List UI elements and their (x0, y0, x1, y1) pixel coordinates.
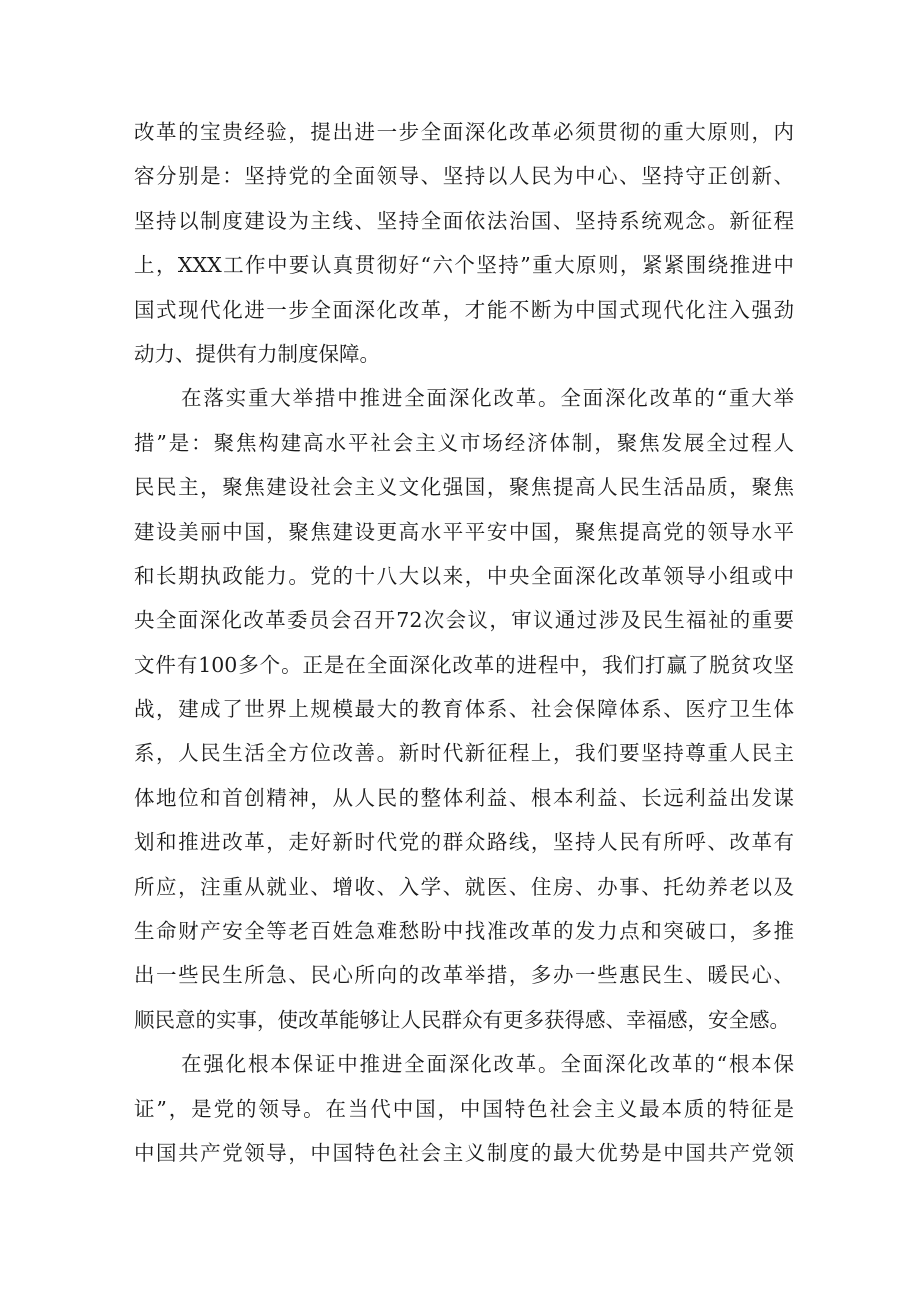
text-line: 动力、提供有力制度保障。 (134, 341, 380, 366)
text-line: 划和推进改革，走好新时代党的群众路线，坚持人民有所呼、改革有 (134, 830, 794, 855)
text-line: 所应，注重从就业、增收、入学、就医、住房、办事、托幼养老以及 (134, 874, 794, 899)
text-line: 坚持以制度建设为主线、坚持全面依法治国、坚持系统观念。新征程 (134, 208, 794, 233)
text-line: 体地位和首创精神，从人民的整体利益、根本利益、长远利益出发谋 (134, 785, 794, 810)
text-line: 措”是：聚焦构建高水平社会主义市场经济体制，聚焦发展全过程人 (134, 430, 794, 455)
paragraph-3 (134, 1042, 794, 1175)
text-line: 在落实重大举措中推进全面深化改革。全面深化改革的“重大举 (181, 386, 794, 411)
text-line: 在强化根本保证中推进全面深化改革。全面深化改革的“根本保 (181, 1052, 794, 1077)
text-line: 上，XXX工作中要认真贯彻好“六个坚持”重大原则，紧紧围绕推进中 (134, 253, 794, 278)
text-line: 容分别是：坚持党的全面领导、坚持以人民为中心、坚持守正创新、 (134, 164, 794, 189)
text-line: 证”，是党的领导。在当代中国，中国特色社会主义最本质的特征是 (134, 1096, 794, 1121)
text-line: 中国共产党领导，中国特色社会主义制度的最大优势是中国共产党领 (134, 1140, 794, 1165)
text-line: 顺民意的实事，使改革能够让人民群众有更多获得感、幸福感，安全感。 (134, 1007, 790, 1032)
text-line: 生命财产安全等老百姓急难愁盼中找准改革的发力点和突破口，多推 (134, 919, 794, 944)
text-line: 文件有100多个。正是在全面深化改革的进程中，我们打赢了脱贫攻坚 (134, 652, 794, 677)
text-line: 国式现代化进一步全面深化改革，才能不断为中国式现代化注入强劲 (134, 297, 794, 322)
text-line: 央全面深化改革委员会召开72次会议，审议通过涉及民生福祉的重要 (134, 608, 794, 633)
paragraph-2 (134, 376, 794, 1042)
text-line: 出一些民生所急、民心所向的改革举措，多办一些惠民生、暖民心、 (134, 963, 794, 988)
document-body (134, 110, 794, 1175)
text-line: 和长期执政能力。党的十八大以来，中央全面深化改革领导小组或中 (134, 563, 794, 588)
text-line: 改革的宝贵经验，提出进一步全面深化改革必须贯彻的重大原则，内 (134, 120, 794, 144)
text-line: 建设美丽中国，聚焦建设更高水平平安中国，聚焦提高党的领导水平 (134, 519, 794, 544)
text-line: 战，建成了世界上规模最大的教育体系、社会保障体系、医疗卫生体 (134, 697, 794, 722)
paragraph-1 (134, 110, 794, 376)
text-line: 民民主，聚焦建设社会主义文化强国，聚焦提高人民生活品质，聚焦 (134, 475, 794, 500)
text-line: 系，人民生活全方位改善。新时代新征程上，我们要坚持尊重人民主 (134, 741, 794, 766)
